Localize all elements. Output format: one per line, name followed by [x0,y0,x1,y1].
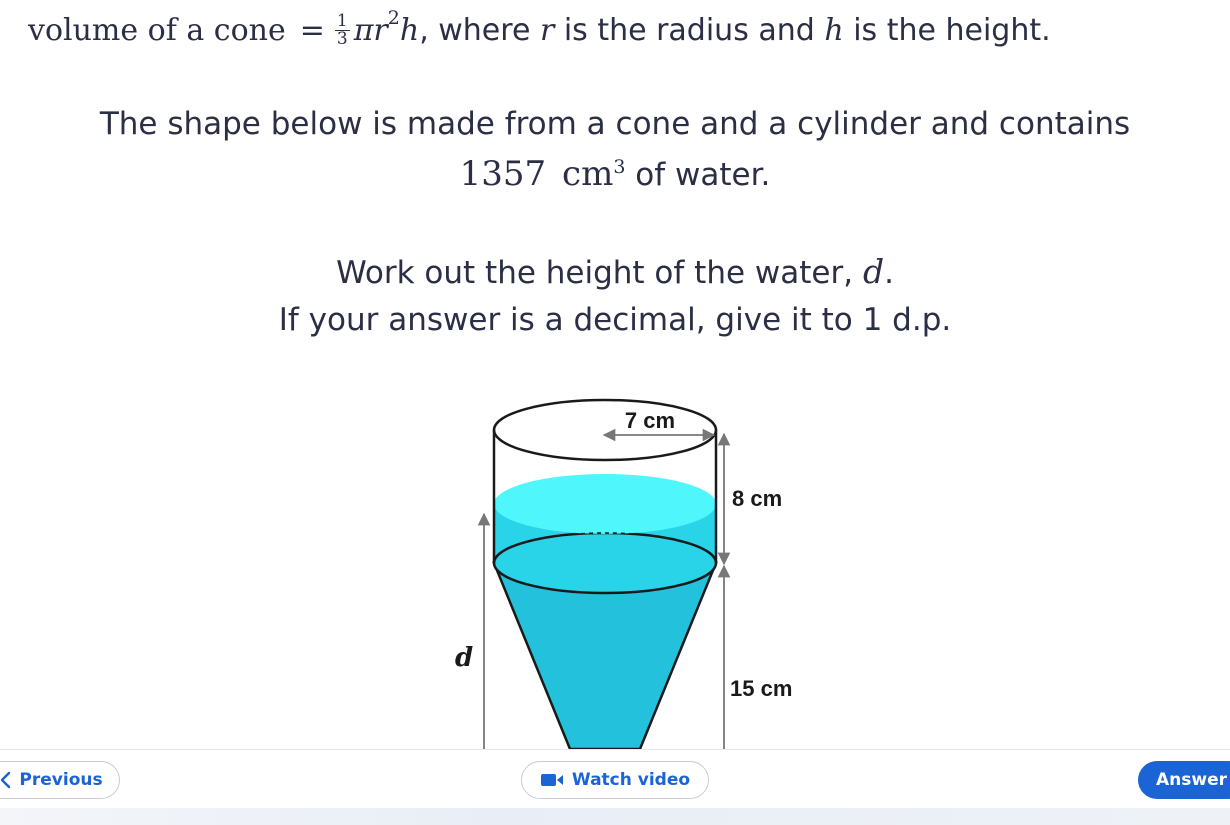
watch-video-label: Watch video [571,770,691,790]
water-surface [494,474,716,534]
formula-suffix-2: is the radius and [554,12,825,48]
formula-suffix-3: is the height. [843,12,1051,48]
cylinder-height-label: 8 cm [732,486,783,511]
answer-label: Answer [1156,770,1227,790]
previous-label: Previous [19,770,103,790]
answer-button[interactable] [1138,761,1230,799]
cone-height-label: 15 cm [730,676,793,701]
task-line-2: If your answer is a decimal, give it to 1 d.p. [278,302,952,338]
task-line-1 [0,252,1230,291]
formula-prefix: volume of a cone [28,12,286,48]
cone-volume-formula [28,6,1051,54]
volume-exponent: 3 [613,156,626,178]
cone-cylinder-diagram [0,380,1230,749]
cylinder-top-rim [494,400,716,460]
formula-suffix-1: , where [419,12,540,48]
water-height-label: d [455,643,474,673]
volume-tail: of water. [625,157,771,193]
formula-height-var: h [824,12,844,48]
formula-pi: π [353,12,374,48]
previous-button[interactable] [0,761,120,799]
radius-label: 7 cm [624,408,676,433]
volume-unit: cm [562,154,614,194]
bottom-bar [0,808,1230,825]
chevron-left-icon [0,771,13,789]
formula-fraction [335,10,350,49]
formula-exponent: 2 [387,7,400,29]
task-text: Work out the height of the water, [336,255,863,291]
intro-line-2 [0,154,1230,194]
fraction-numerator: 1 [336,10,348,31]
volume-number: 1357 [459,154,547,194]
footer-divider [0,749,1230,750]
formula-equals: = [299,12,325,48]
watch-video-button[interactable] [521,761,709,799]
intro-line-1: The shape below is made from a cone and a cylinder and contains [99,106,1131,142]
task-period: . [884,255,894,291]
formula-r: r [373,12,388,48]
formula-radius-var: r [539,12,555,48]
fraction-denominator: 3 [336,28,348,49]
task-variable: d [862,252,885,291]
video-camera-icon [540,772,564,788]
formula-h: h [399,12,420,48]
